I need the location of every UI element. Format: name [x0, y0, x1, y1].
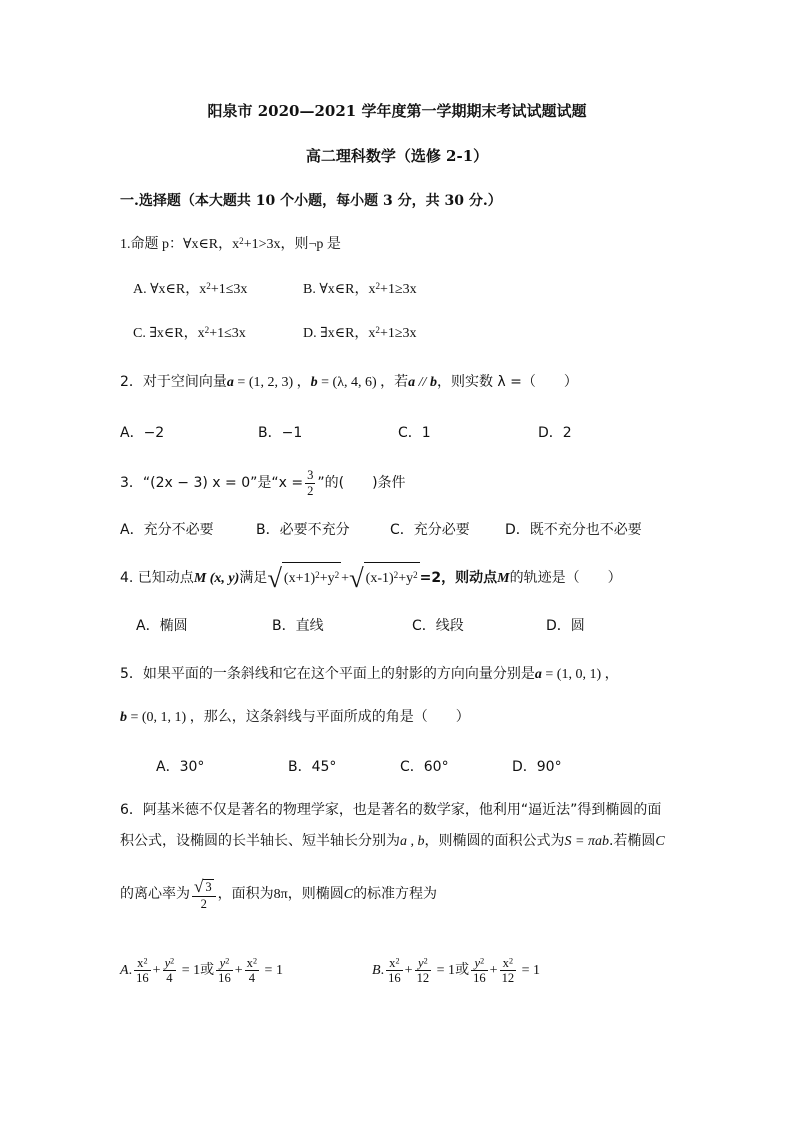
question-2-option-d[interactable]: D．2	[538, 425, 572, 441]
question-4-option-c[interactable]: C．线段	[412, 618, 464, 634]
question-3-option-c[interactable]: C．充分必要	[390, 522, 470, 538]
exam-subtitle: 高二理科数学（选修 2-1）	[305, 147, 489, 165]
question-6-option-b[interactable]: B. $\frac{x^2}{16}$ + $\frac{y^2}{12}$ = 1或 $\frac{y^2}{16}$ + $\frac{x^2}{12}$ = 1	[372, 955, 541, 986]
question-5-option-a[interactable]: A．30°	[156, 759, 205, 775]
question-2-option-c[interactable]: C．1	[398, 425, 431, 441]
question-1-option-c[interactable]: C. ∃x∈R，$x^2+1\le 3x$	[133, 324, 246, 341]
question-1-option-d[interactable]: D. ∃x∈R，$x^2+1\ge 3x$	[303, 324, 417, 341]
question-6-option-a[interactable]: A. $\frac{x^2}{16}$ + $\frac{y^2}{4}$ = 1或 $\frac{y^2}{16}$ + $\frac{x^2}{4}$ = 1	[120, 955, 283, 986]
section-heading: 一.选择题（本大题共 10 个小题，每小题 3 分，共 30 分.）	[120, 193, 502, 209]
question-4-option-b[interactable]: B．直线	[272, 618, 324, 634]
question-1-stem: 1.命题 p：∀x∈R，$x^2+1>3x$，则¬p 是	[120, 235, 341, 252]
question-4-option-d[interactable]: D．圆	[546, 618, 585, 634]
question-6-line-1: 6．阿基米德不仅是著名的物理学家，也是著名的数学家，他利用“逼近法”得到椭圆的面	[120, 802, 662, 818]
question-5-option-b[interactable]: B．45°	[288, 759, 337, 775]
question-3-stem: 3．“(2x − 3) x = 0”是“x = $\frac{3}{2}$ ”的( )条件	[120, 467, 406, 498]
question-5-option-c[interactable]: C．60°	[400, 759, 449, 775]
question-3-option-b[interactable]: B．必要不充分	[256, 522, 350, 538]
question-5-option-d[interactable]: D．90°	[512, 759, 562, 775]
question-5-line-2: b = (0, 1, 1) ，那么，这条斜线与平面所成的角是（ ）	[120, 709, 470, 725]
question-2-option-b[interactable]: B．−1	[258, 425, 303, 441]
question-4-option-a[interactable]: A．椭圆	[136, 618, 188, 634]
radical-1: √ $(x+1)^2+y^2$	[267, 563, 340, 593]
question-2-stem: 2．对于空间向量a = (1, 2, 3) ，b = (λ, 4, 6) ，若a // b，则实数 λ =（ ）	[120, 374, 578, 390]
question-1-option-b[interactable]: B. ∀x∈R，$x^2+1\ge 3x$	[303, 280, 417, 297]
question-3-option-d[interactable]: D．既不充分也不必要	[505, 522, 642, 538]
question-6-line-3: 的离心率为 $\frac{√ 3}{2}$ ，面积为8π，则椭圆C的标准方程为	[120, 876, 438, 911]
fraction-sqrt3-over-2: $\frac{√ 3}{2}$	[192, 878, 216, 911]
question-5-line-1: 5．如果平面的一条斜线和它在这个平面上的射影的方向向量分别是a = (1, 0, 1) ，	[120, 666, 619, 682]
exam-title: 阳泉市 2020—2021 学年度第一学期期末考试试题试题	[207, 102, 587, 120]
question-2-option-a[interactable]: A．−2	[120, 425, 165, 441]
fraction-three-halves: $\frac{3}{2}$	[307, 467, 314, 498]
question-1-option-a[interactable]: A. ∀x∈R，$x^2+1\le 3x$	[133, 280, 248, 297]
question-3-option-a[interactable]: A．充分不必要	[120, 522, 214, 538]
radical-2: √ $(x-1)^2+y^2$	[349, 563, 418, 593]
question-6-line-2: 积公式，设椭圆的长半轴长、短半轴长分别为a , b，则椭圆的面积公式为S = πab.若椭圆C	[120, 833, 665, 849]
question-4-stem: 4. 已知动点M (x, y)满足√ $(x+1)^2+y^2$ +√ $(x-1)^2+y^2 =2$，则动点M的轨迹是（ ）	[120, 563, 622, 593]
